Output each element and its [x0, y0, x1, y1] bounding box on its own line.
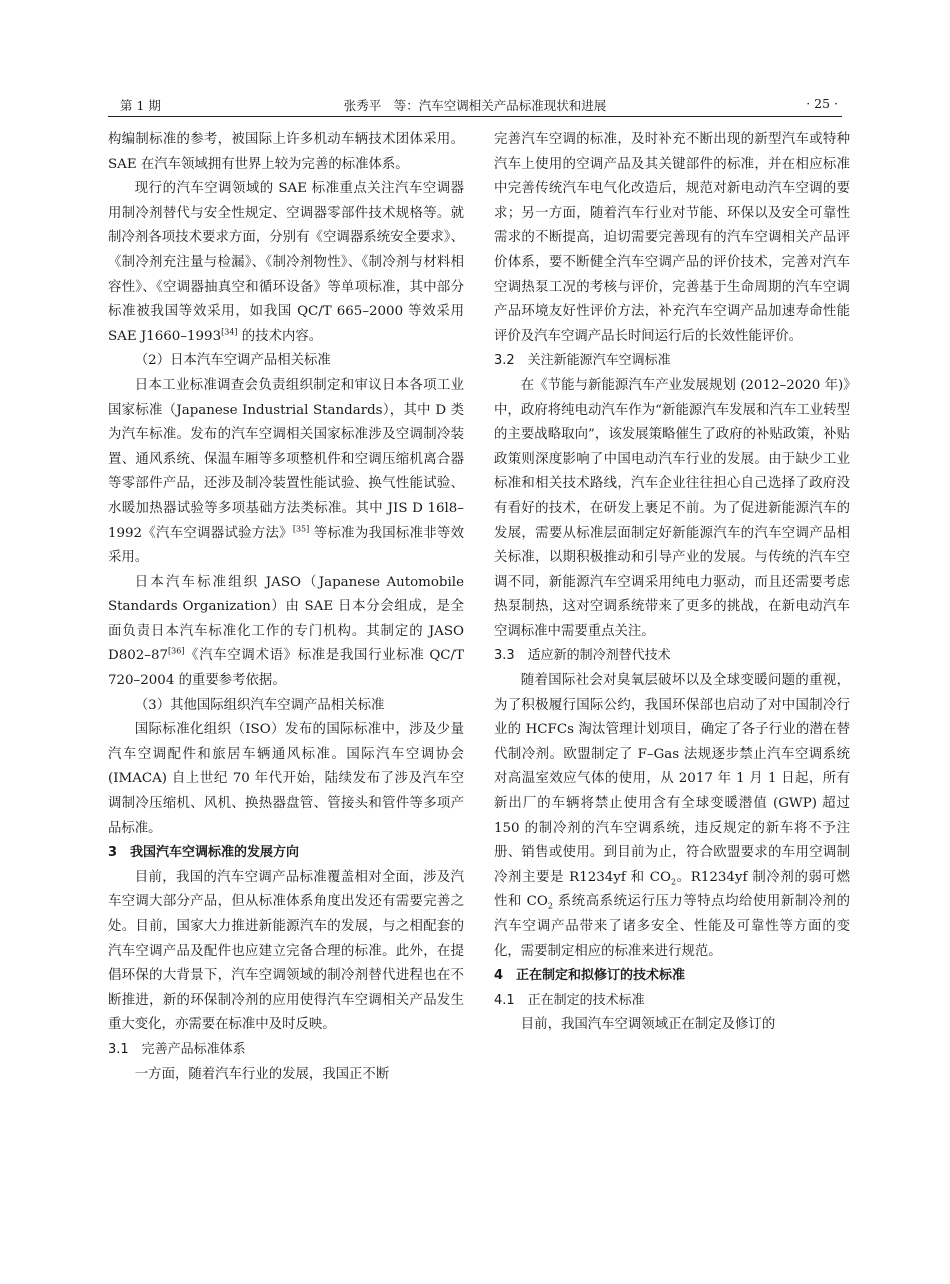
paragraph: 构编制标准的参考，被国际上许多机动车辆技术团体采用。SAE 在汽车领域拥有世界上较为完善的标准体系。 — [108, 132, 464, 172]
paragraph — [494, 669, 850, 964]
page-number: · 25 · — [806, 96, 838, 111]
citation-ref: [35] — [292, 524, 310, 534]
paragraph-text: 系统高系统运行压力等特点均给使用新制冷剂的汽车空调产品带来了诸多安全、性能及可靠性等方面的变化，需要制定相应的标准来进行规范。 — [494, 894, 850, 959]
paragraph-text: 日本汽车标准组织 JASO（Japanese Automobile Standards Organization）由 SAE 日本分会组成，是全面负责日本汽车标准化工作的专门机构。其制定的 JASO D802–87 — [108, 574, 464, 664]
citation-ref: [36] — [168, 647, 185, 656]
subsection-heading: 4.1 正在制定的技术标准 — [494, 992, 645, 1008]
paragraph: 在《节能与新能源汽车产业发展规划 (2012–2020 年)》中，政府将纯电动汽车作为“新能源汽车发展和汽车工业转型的主要战略取向”，该发展策略催生了政府的补贴政策，补贴政策则深度影响了中国电动汽车行业的发展。由于缺少工业标准和相关技术路线，汽车企业往往担心自己选择了政府没有看好的技术，在研发上裹足不前。为了促进新能源汽车的发展，需要从标准层面制定好新能源汽车的汽车空调产品相关标准，以期积极推动和引导产业的发展。与传统的汽车空调不同，新能源汽车空调采用纯电力驱动，而且还需要考虑热泵制热，这对空调系统带来了更多的挑战，在新电动汽车空调标准中需要重点关注。 — [494, 377, 850, 639]
subsection-heading: （2）日本汽车空调产品相关标准 — [134, 353, 331, 369]
page-header — [108, 94, 842, 117]
paragraph — [108, 571, 464, 694]
subscript: 2 — [670, 877, 677, 887]
paragraph-text: 《汽车空调术语》标准是我国行业标准 QC/T 720–2004 的重要参考依据。 — [108, 648, 464, 689]
paragraph — [108, 177, 464, 349]
section-heading: 4 正在制定和拟修订的技术标准 — [494, 968, 686, 984]
journal-issue: 第 1 期 — [120, 98, 161, 113]
paragraph-text: 日本工业标准调查会负责组织制定和审议日本各项工业国家标准（Japanese Industrial Standards），其中 D 类为汽车标准。发布的汽车空调相关国家标准涉及空调制冷装置、通风系统、保温车厢等多项整机件和空调压缩机离合器等零部件产品，还涉及制冷装置性能试验、换气性能试验、水暖加热器试验等多项基础方法类标准。其中 JIS D 16l8–1992《汽车空调器试验方法》 — [108, 377, 464, 541]
left-column — [108, 128, 464, 1087]
paragraph: 一方面，随着汽车行业的发展，我国正不断 — [134, 1066, 390, 1082]
subsection-heading: 3.2 关注新能源汽车空调标准 — [494, 353, 671, 369]
paragraph-text: 等标准为我国标准非等效采用。 — [108, 525, 464, 566]
paragraph: 目前，我国汽车空调领域正在制定及修订的 — [520, 1017, 776, 1033]
paragraph: 目前，我国的汽车空调产品标准覆盖相对全面，涉及汽车空调大部分产品，但从标准体系角度出发还有需要完善之处。目前，国家大力推进新能源汽车的发展，与之相配套的汽车空调产品及配件也应建立完备合理的标准。此外，在提倡环保的大背景下，汽车空调领域的制冷剂替代进程也在不断推进，新的环保制冷剂的应用使得汽车空调相关产品发生重大变化，亦需要在标准中及时反映。 — [108, 869, 464, 1033]
citation-ref: [34] — [221, 327, 238, 337]
paragraph-text: 。R1234yf 制冷剂的弱可燃性和 CO — [494, 869, 850, 910]
running-title: 张秀平 等：汽车空调相关产品标准现状和进展 — [343, 98, 607, 113]
right-column — [494, 128, 850, 1038]
subscript: 2 — [547, 902, 554, 912]
subsection-heading: 3.3 适应新的制冷剂替代技术 — [494, 648, 671, 664]
subsection-heading: （3）其他国际组织汽车空调产品相关标准 — [134, 697, 385, 713]
paragraph-text: 的技术内容。 — [237, 328, 323, 344]
section-heading: 3 我国汽车空调标准的发展方向 — [108, 845, 300, 861]
paragraph: 国际标准化组织（ISO）发布的国际标准中，涉及少量汽车空调配件和旅居车辆通风标准。国际汽车空调协会 (IMACA) 自上世纪 70 年代开始，陆续发布了涉及汽车空调制冷压缩机、风机、换热器盘管、管接头和管件等多项产品标准。 — [108, 722, 464, 836]
paragraph-text: 现行的汽车空调领域的 SAE 标准重点关注汽车空调器用制冷剂替代与安全性规定、空调器零部件技术规格等。就制冷剂各项技术要求方面，分别有《空调器系统安全要求》、《制冷剂充注量与检漏》、《制冷剂物性》、《制冷剂与材料相容性》、《空调器抽真空和循环设备》等单项标准，其中部分标准被我国等效采用，如我国 QC/T 665–2000 等效采用 SAE J1660–1993 — [108, 181, 464, 344]
paragraph — [108, 374, 464, 571]
subsection-heading: 3.1 完善产品标准体系 — [108, 1041, 246, 1057]
paragraph-text: 随着国际社会对臭氧层破坏以及全球变暖问题的重视，为了积极履行国际公约，我国环保部也启动了对中国制冷行业的 HCFCs 淘汰管理计划项目，确定了各子行业的潜在替代制冷剂。欧盟制定了 F–Gas 法规逐步禁止汽车空调系统对高温室效应气体的使用，从 2017 年 1 月 1 日起，所有新出厂的车辆将禁止使用含有全球变暖潜值 (GWP) 超过 150 的制冷剂的汽车空调系统，违反规定的新车将不予注册、销售或使用。到目前为止，符合欧盟要求的车用空调制冷剂主要是 R1234yf 和 CO — [494, 673, 850, 885]
paragraph: 完善汽车空调的标准，及时补充不断出现的新型汽车或特种汽车上使用的空调产品及其关键部件的标准，并在相应标准中完善传统汽车电气化改造后，规范对新电动汽车空调的要求；另一方面，随着汽车行业对节能、环保以及安全可靠性需求的不断提高，迫切需要完善现有的汽车空调相关产品评价体系，要不断健全汽车空调产品的评价技术，完善对汽车空调热泵工况的考核与评价，完善基于生命周期的汽车空调产品环境友好性评价方法，补充汽车空调产品加速寿命性能评价及汽车空调产品长时间运行后的长效性能评价。 — [494, 132, 850, 344]
